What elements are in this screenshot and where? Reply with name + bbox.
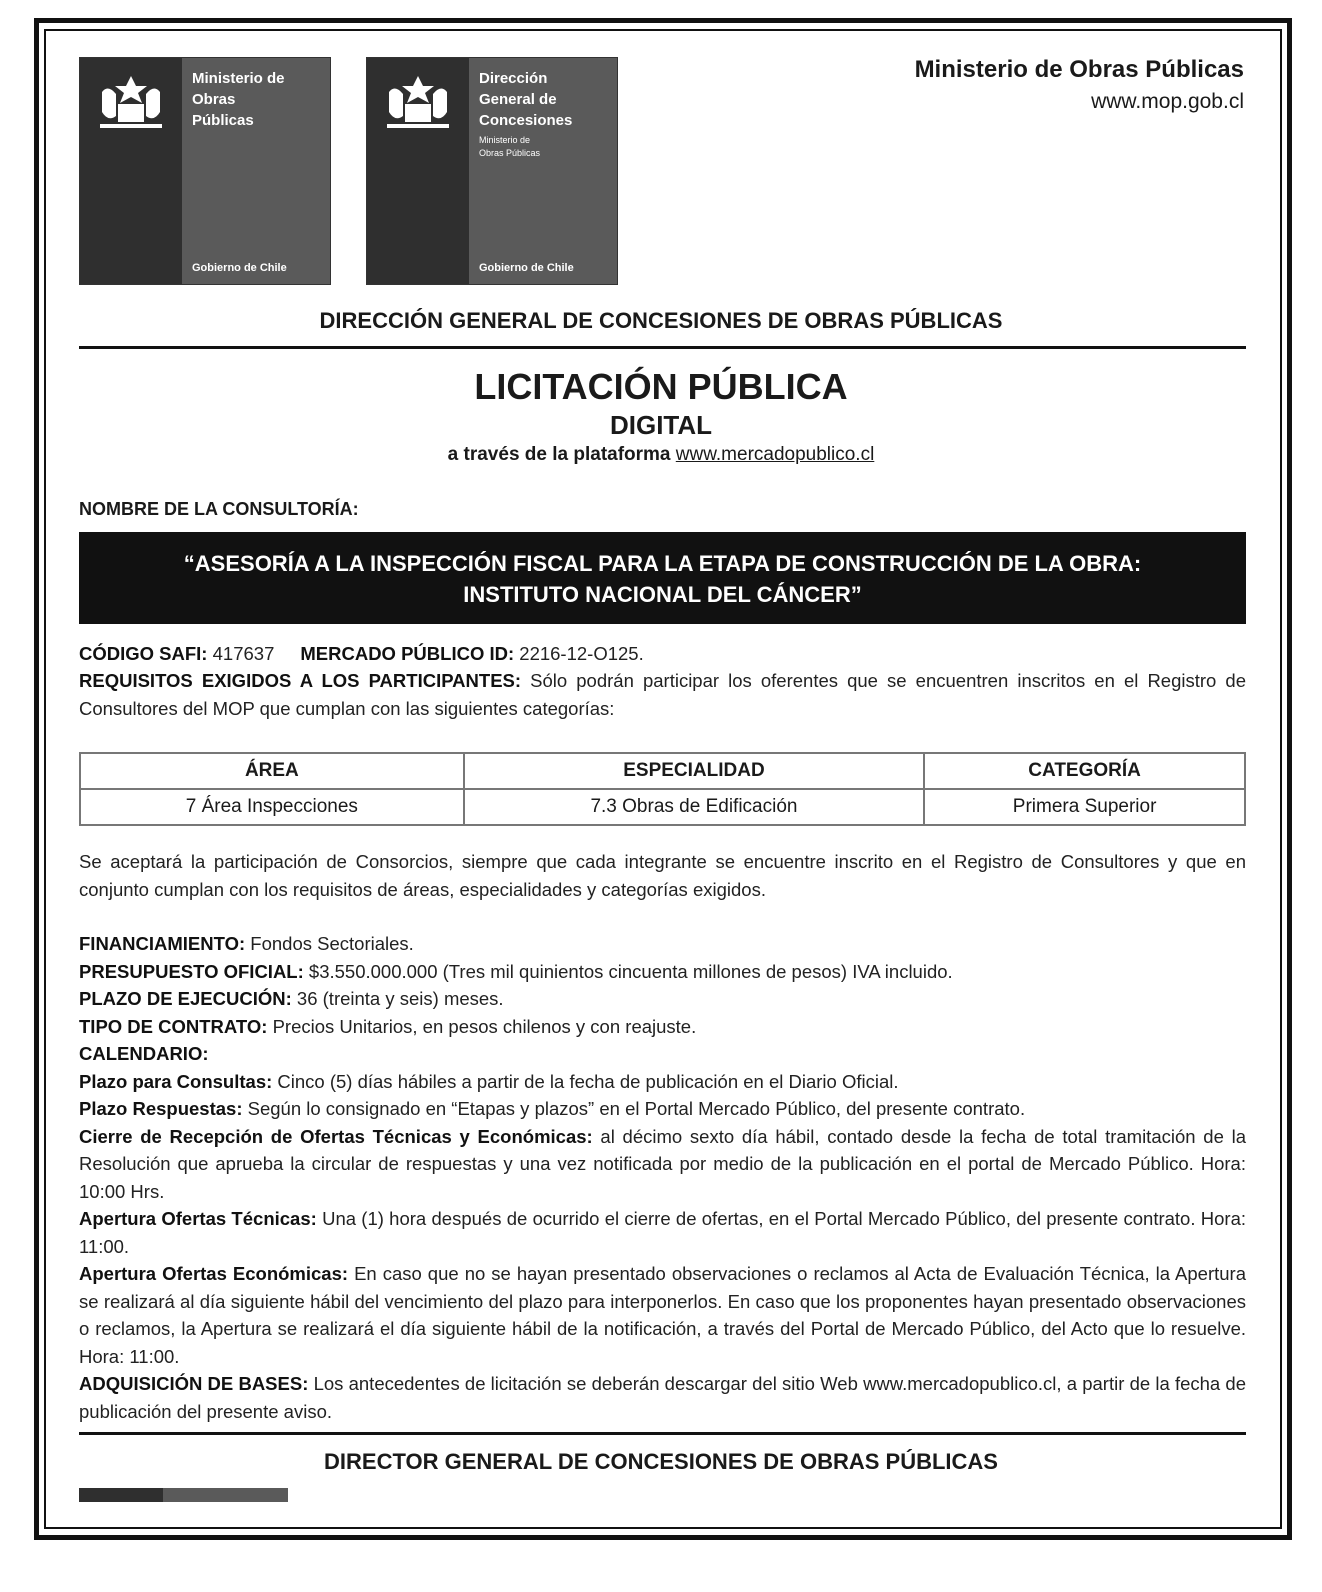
- detail-tipo-contrato: [79, 1013, 1246, 1041]
- ministry-url[interactable]: www.mop.gob.cl: [1091, 90, 1244, 113]
- detail-label: Plazo para Consultas:: [79, 1070, 273, 1092]
- detail-label: ADQUISICIÓN DE BASES:: [79, 1373, 309, 1394]
- detail-text: Precios Unitarios, en pesos chilenos y con reajuste.: [267, 1015, 697, 1037]
- detail-label: PRESUPUESTO OFICIAL:: [79, 960, 304, 982]
- details-block: [79, 930, 1246, 1425]
- logo-dgc: [366, 57, 618, 285]
- table-header-cell: ESPECIALIDAD: [464, 753, 924, 789]
- mp-id-label: MERCADO PÚBLICO ID:: [300, 643, 515, 664]
- page-subtitle: DIGITAL: [609, 410, 713, 440]
- detail-label: Apertura Ofertas Económicas:: [79, 1263, 349, 1284]
- detail-presupuesto: [79, 958, 1246, 986]
- detail-text: Los antecedentes de licitación se deberán descargar del sitio Web www.mercadopublico.cl, a partir de la fecha de publicación del presente aviso.: [79, 1373, 1247, 1422]
- detail-text: Una (1) hora después de ocurrido el cierre de ofertas, en el Portal Mercado Público, del presente contrato. Hora: 11:00.: [79, 1208, 1246, 1257]
- platform-prefix: a través de la plataforma: [447, 444, 676, 465]
- coat-of-arms-icon: [94, 72, 168, 134]
- detail-cierre-recepcion: [79, 1123, 1246, 1206]
- detail-text: al décimo sexto día hábil, contado desde la fecha de total tramitación de la Resolución que aprueba la circular de respuestas y una vez notificada por medio de la publicación en el portal de Mercado Público. Hora: 10:00 Hrs.: [79, 1125, 1246, 1202]
- page-title: LICITACIÓN PÚBLICA: [474, 366, 848, 407]
- detail-label: Cierre de Recepción de Ofertas Técnicas y Económicas:: [79, 1125, 593, 1147]
- platform-link[interactable]: www.mercadopublico.cl: [675, 444, 875, 465]
- detail-text: En caso que no se hayan presentado observaciones o reclamos al Acta de Evaluación Técnica, la Apertura se realizará al día siguiente hábil del vencimiento del plazo para interponerlos. En caso que los proponentes hayan presentado observaciones o reclamos, la Apertura se realizará el día siguiente hábil de la notificación, a través del Portal de Mercado Público, del Acto que lo resuelve. Hora: 11:00.: [79, 1263, 1246, 1367]
- logo-mop-panel: [80, 58, 182, 284]
- detail-calendario: [79, 1040, 1246, 1068]
- direction-header: DIRECCIÓN GENERAL DE CONCESIONES DE OBRAS PÚBLICAS: [319, 308, 1003, 333]
- footer-signature: DIRECTOR GENERAL DE CONCESIONES DE OBRAS PÚBLICAS: [324, 1449, 998, 1474]
- logo-dgc-footer: Gobierno de Chile: [479, 262, 574, 274]
- detail-plazo-consultas: [79, 1068, 1246, 1096]
- detail-apertura-tecnicas: [79, 1205, 1246, 1260]
- consorcios-paragraph: Se aceptará la participación de Consorcios, siempre que cada integrante se encuentre inscrito en el Registro de Consultores y que en conjunto cumplan con los requisitos de áreas, especialidades y categorías exigidos.: [79, 851, 1246, 900]
- requisitos-paragraph: [79, 667, 1246, 722]
- table-cell: 7 Área Inspecciones: [80, 789, 464, 825]
- detail-plazo-respuestas: [79, 1095, 1246, 1123]
- detail-label: TIPO DE CONTRATO:: [79, 1015, 268, 1037]
- detail-text: Cinco (5) días hábiles a partir de la fecha de publicación en el Diario Oficial.: [272, 1070, 899, 1092]
- detail-financiamiento: [79, 930, 1246, 958]
- detail-label: FINANCIAMIENTO:: [79, 933, 246, 954]
- consultoria-name-box: [79, 532, 1246, 624]
- consultoria-name-line1: “ASESORÍA A LA INSPECCIÓN FISCAL PARA LA ETAPA DE CONSTRUCCIÓN DE LA OBRA:: [183, 551, 1142, 576]
- ministry-name: Ministerio de Obras Públicas: [914, 56, 1244, 83]
- detail-label: Plazo Respuestas:: [79, 1098, 243, 1119]
- detail-text: Fondos Sectoriales.: [245, 933, 414, 954]
- requirements-table: [79, 752, 1246, 826]
- coat-of-arms-icon: [381, 72, 455, 134]
- logo-mop-footer: Gobierno de Chile: [192, 262, 287, 274]
- table-cell: 7.3 Obras de Edificación: [464, 789, 924, 825]
- consultoria-label: NOMBRE DE LA CONSULTORÍA:: [79, 499, 359, 519]
- requisitos-text: Sólo podrán participar los oferentes que se encuentren inscritos en el Registro de Consultores del MOP que cumplan con las siguientes categorías:: [79, 670, 1247, 719]
- mp-id-value: 2216-12-O125.: [514, 643, 644, 664]
- table-cell: Primera Superior: [924, 789, 1245, 825]
- table-header-cell: CATEGORÍA: [924, 753, 1245, 789]
- detail-label: PLAZO DE EJECUCIÓN:: [79, 988, 292, 1009]
- requisitos-label: REQUISITOS EXIGIDOS A LOS PARTICIPANTES:: [79, 670, 522, 691]
- logo-dgc-panel: [367, 58, 469, 284]
- logo-mop-title: Ministerio de Obras Públicas: [192, 70, 285, 129]
- table-header-row: [80, 753, 1245, 789]
- safi-label: CÓDIGO SAFI:: [79, 643, 208, 664]
- detail-text: Según lo consignado en “Etapas y plazos” en el Portal Mercado Público, del presente contrato.: [242, 1098, 1026, 1119]
- detail-text: $3.550.000.000 (Tres mil quinientos cincuenta millones de pesos) IVA incluido.: [303, 960, 953, 982]
- logo-mop: [79, 57, 331, 285]
- detail-apertura-economicas: [79, 1260, 1246, 1370]
- logo-dgc-subtitle: Ministerio de Obras Públicas: [479, 135, 541, 158]
- platform-line: [0, 444, 1322, 466]
- table-row: [80, 789, 1245, 825]
- detail-label: CALENDARIO:: [79, 1043, 209, 1064]
- ministry-block: [915, 56, 1244, 114]
- detail-adquisicion-bases: [79, 1370, 1246, 1425]
- footer-rule: [79, 1432, 1246, 1435]
- header-rule: [79, 346, 1246, 349]
- logo-dgc-title: Dirección General de Concesiones: [479, 70, 573, 129]
- table-header-cell: ÁREA: [80, 753, 464, 789]
- safi-value: 417637: [207, 643, 275, 664]
- footer-bar-mid: [163, 1488, 288, 1502]
- detail-text: 36 (treinta y seis) meses.: [291, 988, 504, 1009]
- codes-line: [79, 640, 1246, 668]
- footer-bar-dark: [79, 1488, 163, 1502]
- consultoria-name-line2: INSTITUTO NACIONAL DEL CÁNCER”: [463, 582, 862, 607]
- detail-label: Apertura Ofertas Técnicas:: [79, 1208, 317, 1229]
- detail-plazo-ejecucion: [79, 985, 1246, 1013]
